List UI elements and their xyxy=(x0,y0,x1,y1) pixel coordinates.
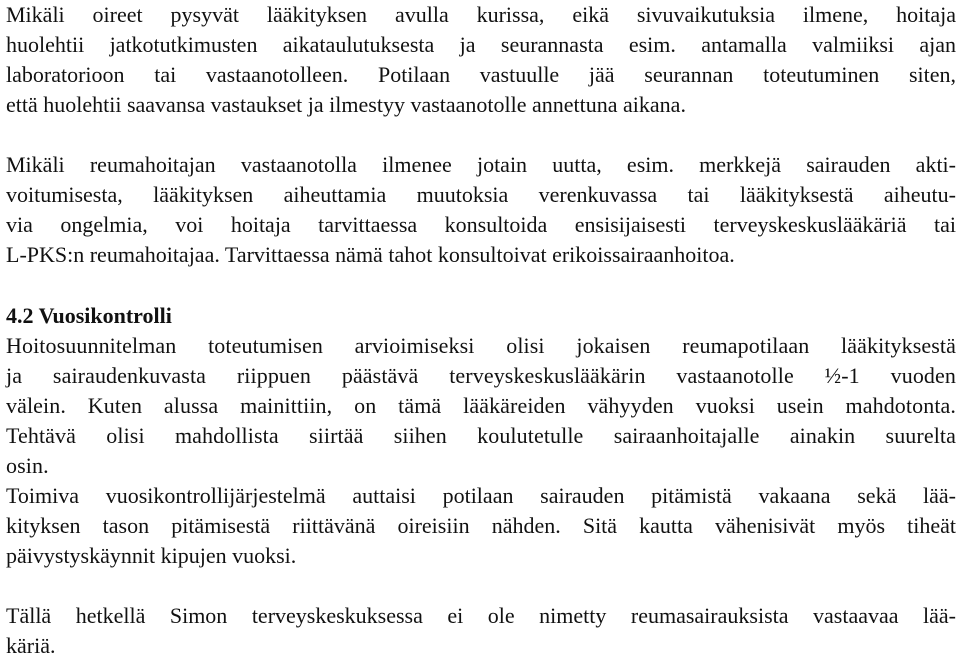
paragraph-spacer xyxy=(6,120,956,150)
text-line: laboratorioon tai vastaanotolleen. Potilaan vastuulle jää seurannan toteutuminen siten, xyxy=(6,62,956,87)
text-line: ja sairaudenkuvasta riippuen päästävä terveyskeskuslääkärin vastaanotolle ½-1 vuoden xyxy=(6,363,956,388)
paragraph-lab-followup xyxy=(6,0,956,120)
section-heading: 4.2 Vuosikontrolli xyxy=(6,303,172,328)
text-line: käriä. xyxy=(6,633,56,658)
text-line: osin. xyxy=(6,453,49,478)
paragraph-current-status xyxy=(6,601,956,661)
text-line: Toimiva vuosikontrollijärjestelmä auttaisi potilaan sairauden pitämistä vakaana sekä lää- xyxy=(6,483,956,508)
paragraph-spacer xyxy=(6,270,956,301)
text-line: että huolehtii saavansa vastaukset ja ilmestyy vastaanotolle annettuna aikana. xyxy=(6,92,686,117)
text-line: Mikäli oireet pysyvät lääkityksen avulla kurissa, eikä sivuvaikutuksia ilmene, hoitaja xyxy=(6,2,956,27)
document-page xyxy=(6,0,956,661)
text-line: kityksen tason pitämisestä riittävänä oireisiin nähden. Sitä kautta vähenisivät myös tiheät xyxy=(6,513,956,538)
paragraph-consultation xyxy=(6,150,956,270)
paragraph-control-system xyxy=(6,481,956,571)
text-line: päivystyskäynnit kipujen vuoksi. xyxy=(6,543,297,568)
text-line: Mikäli reumahoitajan vastaanotolla ilmenee jotain uutta, esim. merkkejä sairauden akti- xyxy=(6,152,956,177)
paragraph-spacer xyxy=(6,571,956,601)
text-line: Hoitosuunnitelman toteutumisen arvioimiseksi olisi jokaisen reumapotilaan lääkityksestä xyxy=(6,333,956,358)
text-line: L-PKS:n reumahoitajaa. Tarvittaessa nämä tahot konsultoivat erikoissairaanhoitoa. xyxy=(6,242,735,267)
text-line: via ongelmia, voi hoitaja tarvittaessa konsultoida ensisijaisesti terveyskeskuslääkäriä tai xyxy=(6,212,956,237)
text-line: Tehtävä olisi mahdollista siirtää siihen koulutetulle sairaanhoitajalle ainakin suurelta xyxy=(6,423,956,448)
text-line: huolehtii jatkotutkimusten aikataulutuksesta ja seurannasta esim. antamalla valmiiksi ajan xyxy=(6,32,956,57)
text-line: Tällä hetkellä Simon terveyskeskuksessa ei ole nimetty reumasairauksista vastaavaa lää- xyxy=(6,603,956,628)
text-line: voitumisesta, lääkityksen aiheuttamia muutoksia verenkuvassa tai lääkityksestä aiheutu- xyxy=(6,182,956,207)
paragraph-annual-checkup xyxy=(6,331,956,481)
text-line: välein. Kuten alussa mainittiin, on tämä lääkäreiden vähyyden vuoksi usein mahdotonta. xyxy=(6,393,956,418)
